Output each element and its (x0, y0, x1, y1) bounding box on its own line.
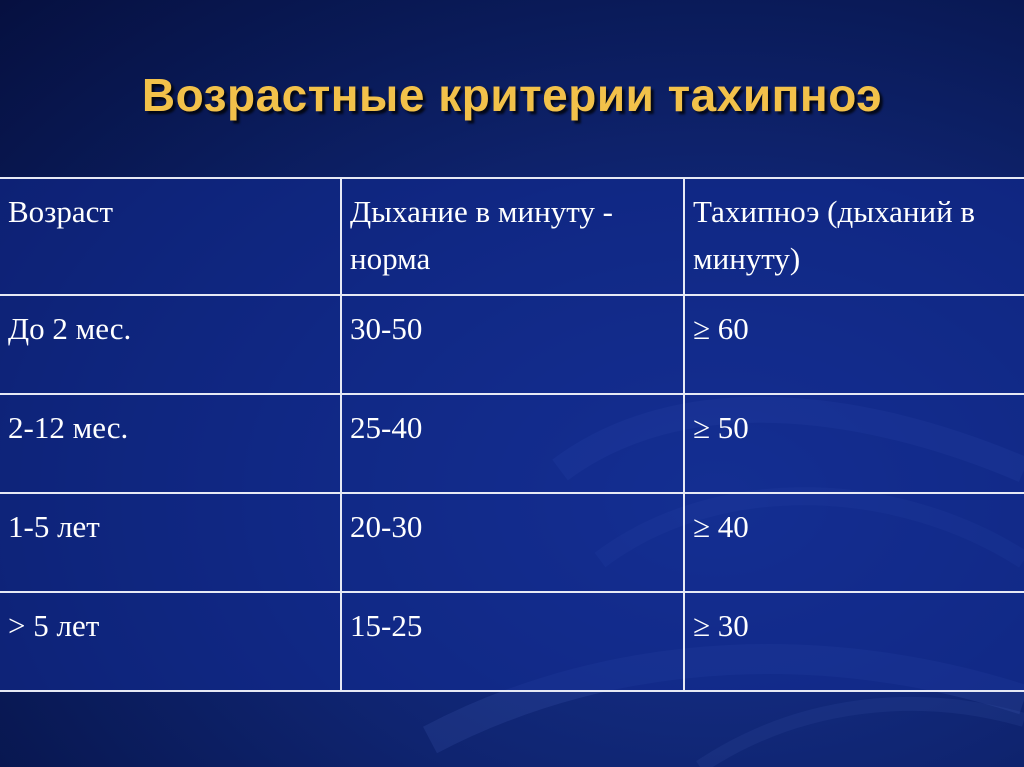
cell-tachypnea-threshold: ≥ 30 (684, 592, 1024, 691)
header-breaths-normal: Дыхание в минуту - норма (341, 178, 684, 295)
table-row (0, 394, 1024, 493)
cell-normal-rate: 15-25 (341, 592, 684, 691)
cell-age: 2-12 мес. (0, 394, 341, 493)
table-header-row (0, 178, 1024, 295)
cell-age: 1-5 лет (0, 493, 341, 592)
cell-tachypnea-threshold: ≥ 60 (684, 295, 1024, 394)
header-tachypnea: Тахипноэ (дыханий в минуту) (684, 178, 1024, 295)
table-row (0, 493, 1024, 592)
table-row (0, 295, 1024, 394)
tachypnea-criteria-table (0, 177, 1024, 692)
slide-title: Возрастные критерии тахипноэ (141, 69, 883, 121)
cell-age: > 5 лет (0, 592, 341, 691)
cell-tachypnea-threshold: ≥ 40 (684, 493, 1024, 592)
cell-tachypnea-threshold: ≥ 50 (684, 394, 1024, 493)
cell-normal-rate: 20-30 (341, 493, 684, 592)
cell-normal-rate: 30-50 (341, 295, 684, 394)
cell-normal-rate: 25-40 (341, 394, 684, 493)
cell-age: До 2 мес. (0, 295, 341, 394)
table-row (0, 592, 1024, 691)
header-age: Возраст (0, 178, 341, 295)
